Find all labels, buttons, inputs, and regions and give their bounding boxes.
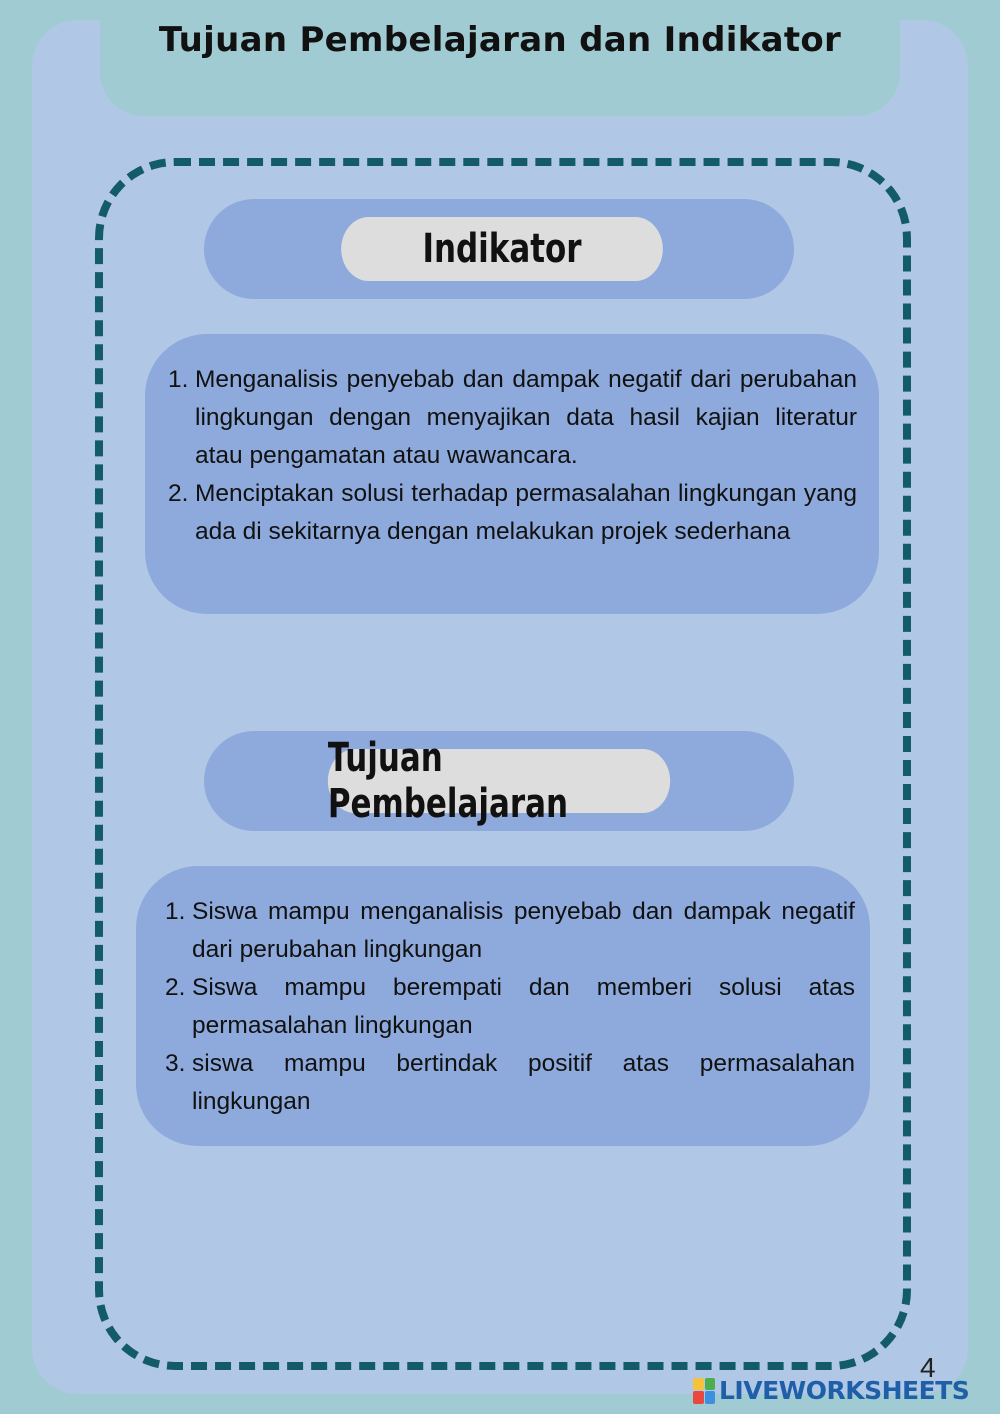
list-item — [165, 893, 855, 969]
list-item-number: 2. — [165, 974, 186, 1001]
page-number: 4 — [920, 1352, 936, 1383]
list-item-number: 1. — [168, 366, 189, 393]
list-item-text: Siswa mampu menganalisis penyebab dan dampak negatif dari perubahan lingkungan — [192, 898, 855, 963]
list-item-number: 3. — [165, 1050, 186, 1077]
list-item-text: Siswa mampu berempati dan memberi solusi atas permasalahan lingkungan — [192, 974, 855, 1039]
list-item — [165, 1045, 855, 1121]
liveworksheets-icon — [693, 1378, 715, 1404]
tujuan-list — [165, 893, 855, 1121]
list-item-text: siswa mampu bertindak positif atas permasalahan lingkungan — [192, 1050, 855, 1115]
list-item-text: Menganalisis penyebab dan dampak negatif dari perubahan lingkungan dengan menyajikan data hasil kajian literatur atau pengamatan atau wawancara. — [195, 366, 857, 469]
list-item — [168, 361, 857, 475]
page-title: Tujuan Pembelajaran dan Indikator — [158, 20, 842, 60]
tujuan-heading: Tujuan Pembelajaran — [328, 749, 670, 813]
indikator-heading: Indikator — [341, 217, 663, 281]
list-item-text: Menciptakan solusi terhadap permasalahan lingkungan yang ada di sekitarnya dengan melakukan projek sederhana — [195, 480, 857, 545]
list-item-number: 1. — [165, 898, 186, 925]
list-item — [168, 475, 857, 551]
brand-name: LIVEWORKSHEETS — [719, 1376, 970, 1405]
list-item — [165, 969, 855, 1045]
list-item-number: 2. — [168, 480, 189, 507]
liveworksheets-logo[interactable] — [693, 1376, 969, 1405]
indikator-list — [168, 361, 857, 551]
